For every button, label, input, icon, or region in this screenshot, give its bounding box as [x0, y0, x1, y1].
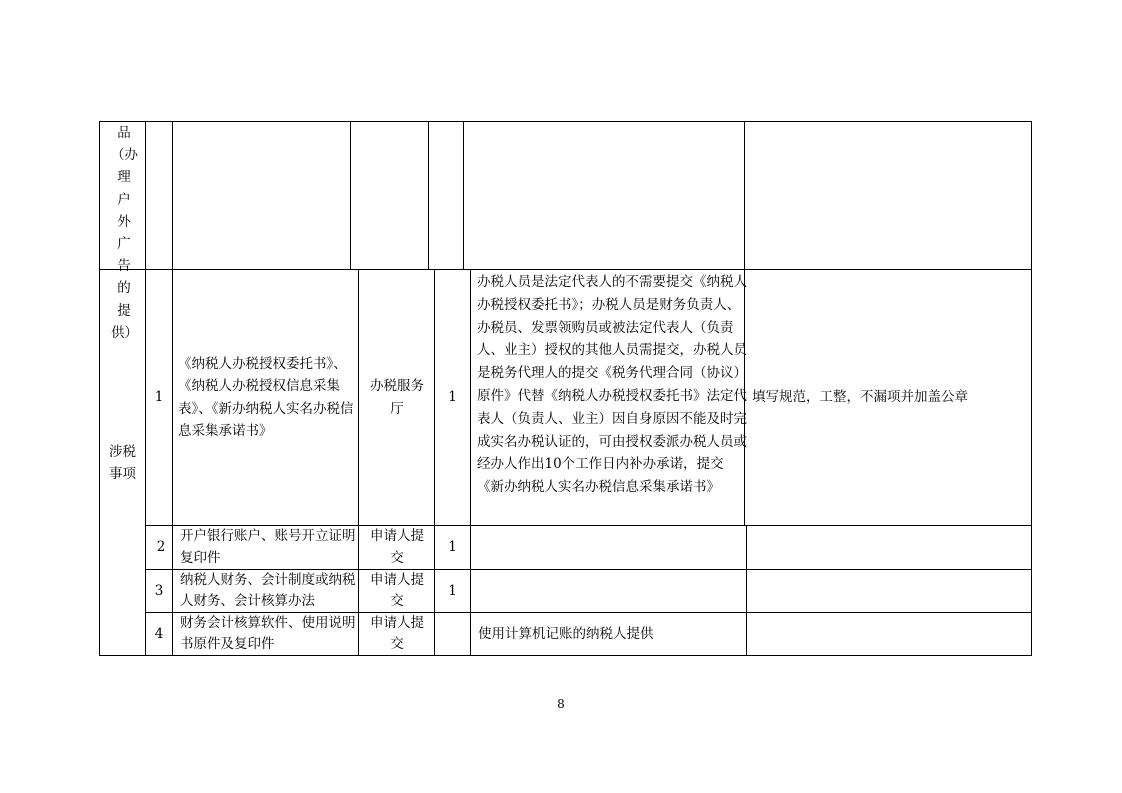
row1-source-cell [364, 270, 430, 525]
row1-source: 办税服务厅 [370, 378, 424, 417]
row4-material: 财务会计核算软件、使用说明书原件及复印件 [180, 615, 356, 652]
table-bottom-border [99, 655, 1031, 656]
top-col-line [145, 121, 146, 269]
row1-col-line [358, 269, 359, 526]
row1-col-line [470, 269, 471, 526]
row1-material: 《纳税人办税授权委托书》、《纳税人办税授权信息采集表》、《新办纳税人实名办税信息采集承诺书》 [178, 355, 354, 439]
row2-number: 2 [156, 539, 166, 556]
page-number: 8 [557, 697, 565, 711]
category-label-top: 品（办理户外广告的提供） [111, 125, 138, 341]
row1-material-cell [178, 270, 356, 525]
top-col-line [172, 121, 173, 269]
row1-requirement: 填写规范，工整，不漏项并加盖公章 [752, 389, 968, 406]
row1-col-line [172, 269, 173, 526]
top-col-line [463, 121, 464, 269]
row2-copies: 1 [448, 539, 457, 556]
rows-col-line [746, 525, 747, 656]
row1-requirement-cell [752, 270, 1028, 525]
top-col-line [428, 121, 429, 269]
category-label-tax: 涉税事项 [109, 443, 136, 482]
row4-number: 4 [154, 625, 164, 642]
row4-copies [435, 613, 470, 655]
row2-source: 申请人提交 [370, 528, 424, 566]
rows-col-line [358, 525, 359, 656]
rows-col-line [470, 525, 471, 656]
row3-source: 申请人提交 [370, 572, 424, 609]
row1-number: 1 [154, 389, 164, 406]
table-right-border [1031, 121, 1032, 656]
row4-note: 使用计算机记账的纳税人提供 [478, 625, 654, 642]
row1-copies: 1 [448, 389, 457, 406]
row3-copies: 1 [448, 582, 457, 599]
row1-note: 办税人员是法定代表人的不需要提交《纳税人办税授权委托书》；办税人员是财务负责人、办税员、发票领购员或被法定代表人（负责人、业主）授权的其他人员需提交，办税人员是税务代理人的提交《税务代理合同（协议）原件》代替《纳税人办税授权委托书》法定代表人（负责人、业主）因自身原因不能及时完成实名办税认证的，可由授权委派办税人员或经办人作出10个工作日内补办承诺，提交《新办纳税人实名办税信息采集承诺书》 [477, 274, 747, 496]
top-col-line [744, 121, 745, 269]
row4-note-cell [478, 613, 743, 655]
row3-material: 纳税人财务、会计制度或纳税人财务、会计核算办法 [180, 572, 356, 609]
top-col-line [350, 121, 351, 269]
row3-number: 3 [154, 582, 164, 599]
category-cell-tax [100, 270, 145, 655]
row2-material: 开户银行账户、账号开立证明复印件 [180, 528, 356, 566]
row4-source: 申请人提交 [370, 615, 424, 652]
table-top-border [99, 121, 1031, 122]
